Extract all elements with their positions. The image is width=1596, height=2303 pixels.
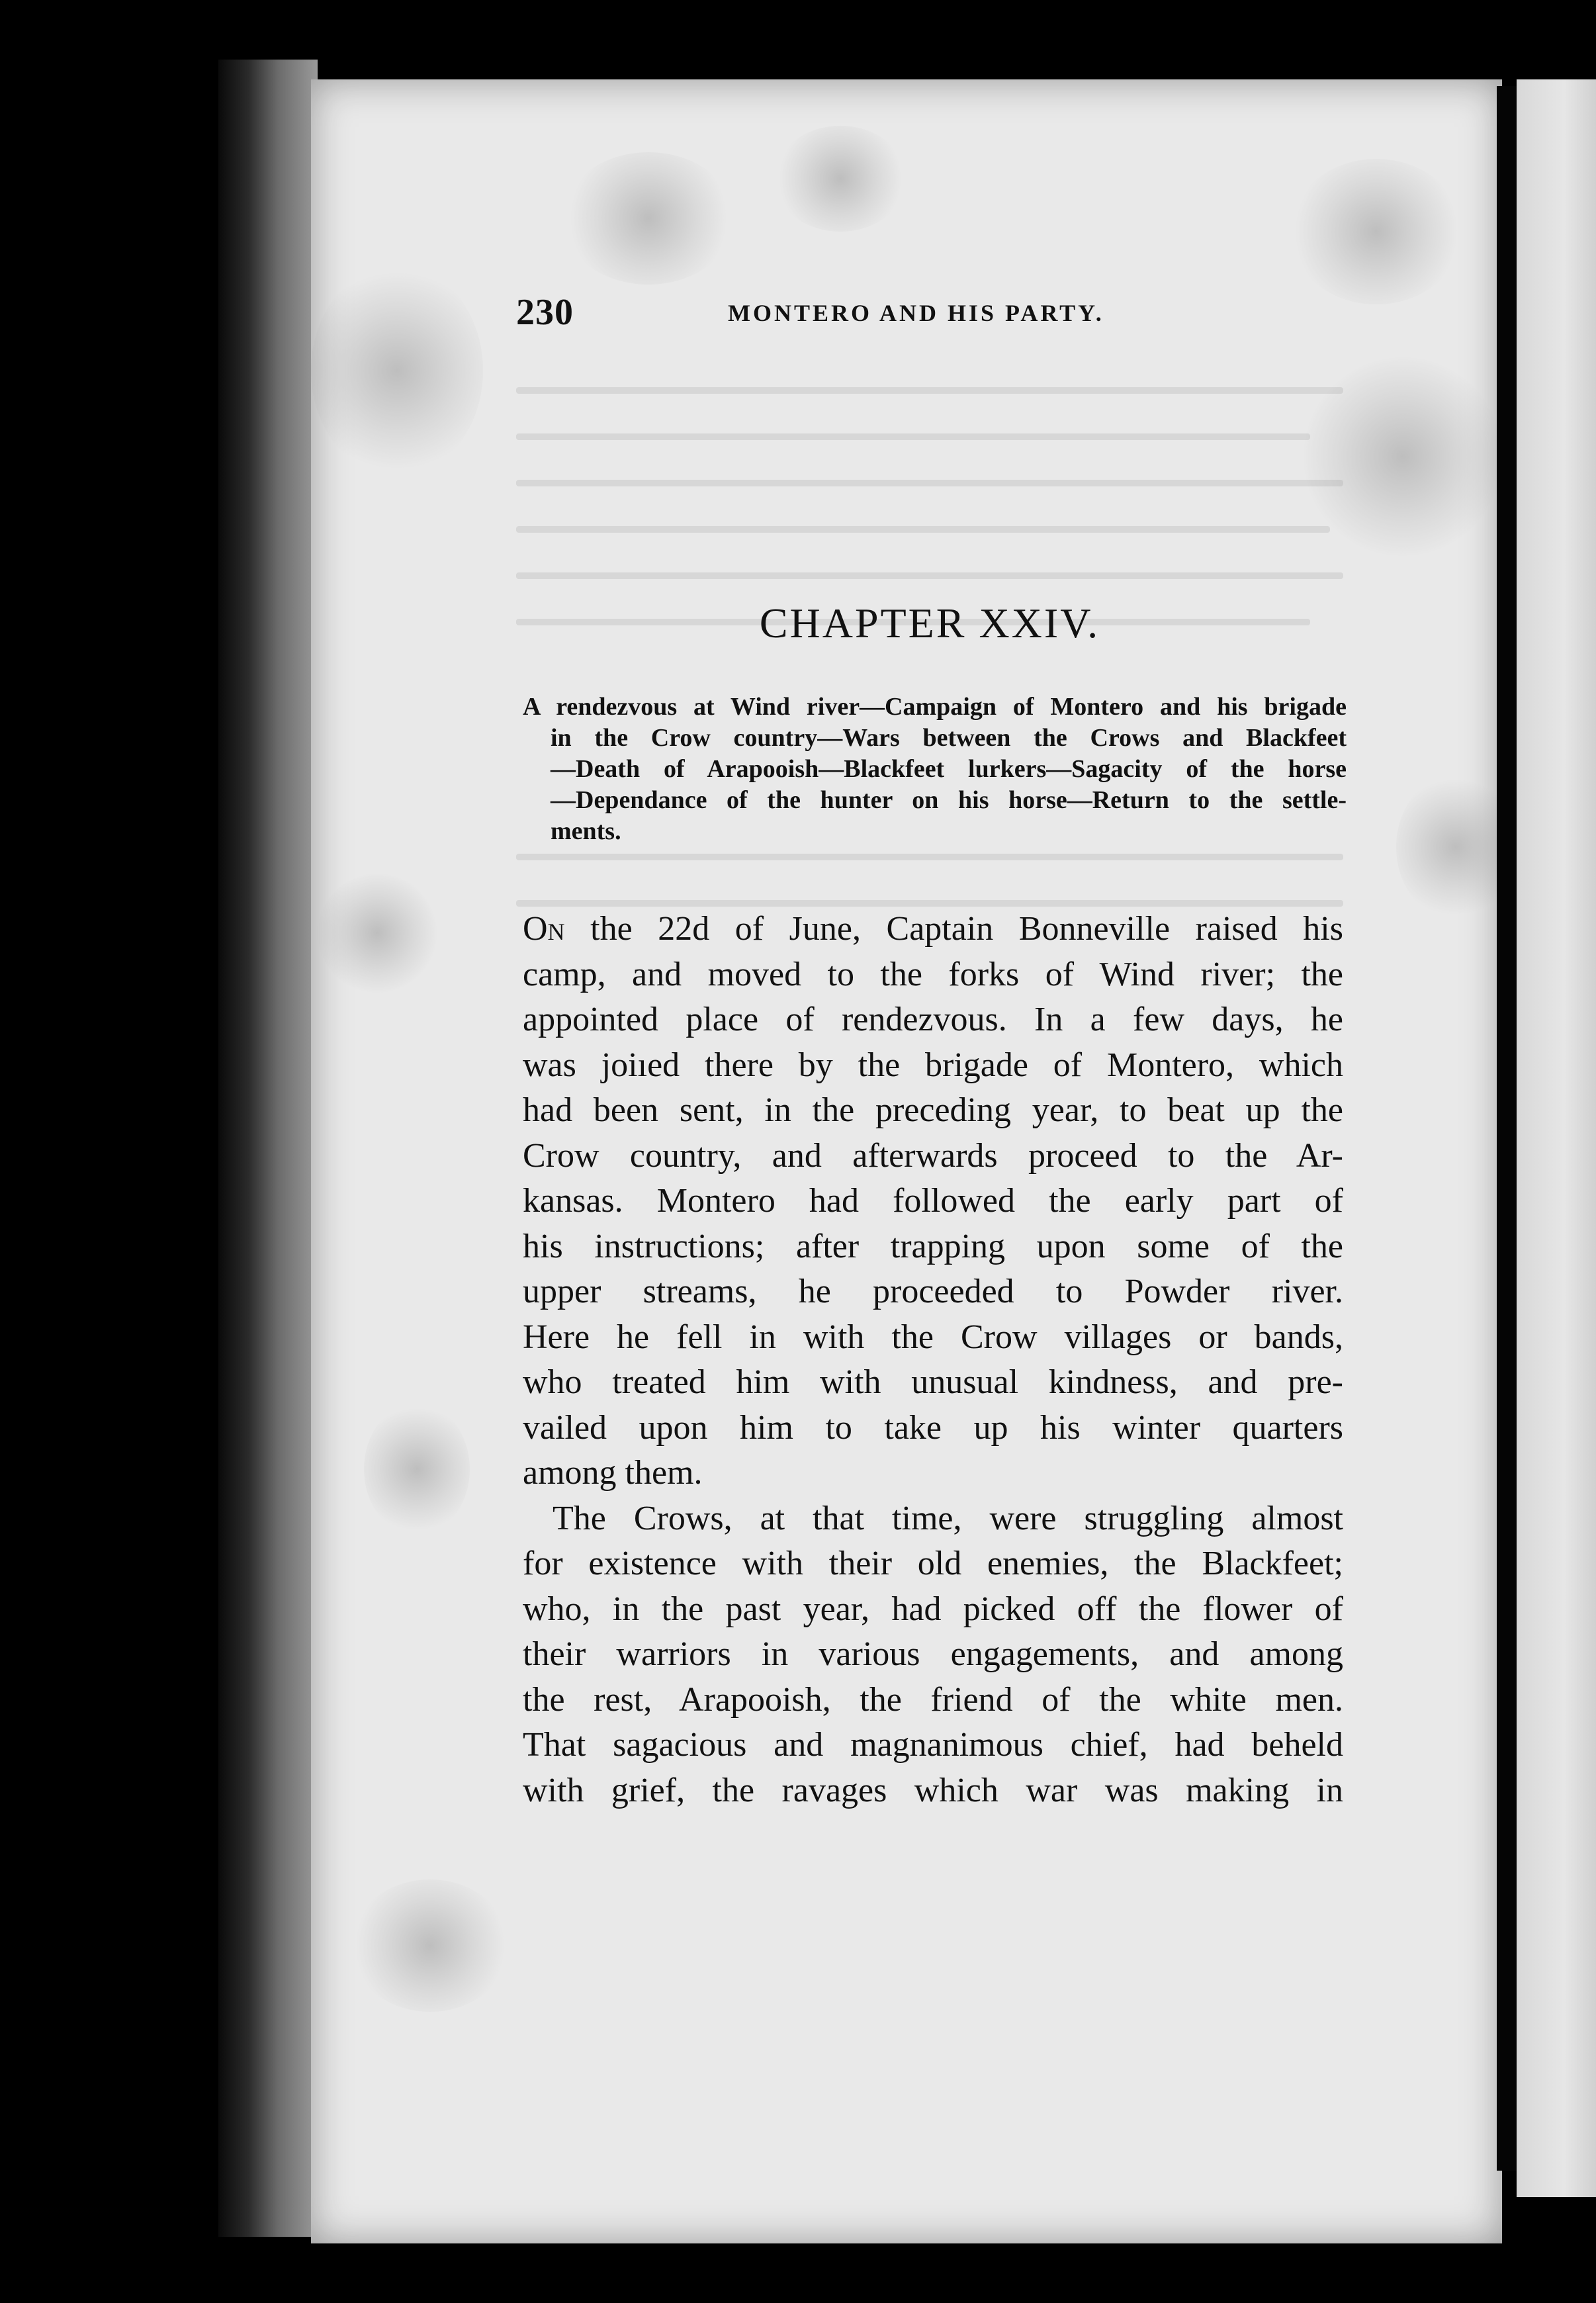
synopsis-line: —Dependance of the hunter on his horse—Return to the settle-: [551, 786, 1347, 814]
foxing-stain: [318, 874, 437, 993]
foxing-stain: [311, 265, 483, 476]
running-title: MONTERO AND HIS PARTY.: [728, 300, 1104, 326]
body-line: the rest, Arapooish, the friend of the white men.: [523, 1680, 1343, 1719]
body-line: had been sent, in the preceding year, to beat up the: [523, 1091, 1343, 1129]
body-line: Crow country, and afterwards proceed to the Ar-: [523, 1136, 1343, 1175]
body-line: upper streams, he proceeded to Powder river.: [523, 1273, 1343, 1310]
foxing-stain: [562, 152, 734, 285]
body-line: camp, and moved to the forks of Wind river; the: [523, 955, 1343, 993]
body-line: That sagacious and magnanimous chief, had beheld: [523, 1726, 1343, 1764]
synopsis-line: A rendezvous at Wind river—Campaign of Montero and his brigade: [523, 693, 1347, 721]
foxing-stain: [774, 126, 907, 232]
body-line: vailed upon him to take up his winter quarters: [523, 1408, 1343, 1447]
body-line: appointed place of rendezvous. In a few days, he: [523, 1001, 1343, 1038]
foxing-stain: [364, 1403, 470, 1535]
body-line: Here he fell in with the Crow villages or bands,: [523, 1318, 1343, 1356]
synopsis-line: ments.: [551, 817, 621, 845]
body-line: their warriors in various engagements, and among: [523, 1635, 1343, 1673]
body-line-text: the 22d of June, Captain Bonneville raised his: [590, 910, 1343, 948]
page-number: 230: [516, 292, 574, 333]
show-through: [516, 900, 1343, 907]
facing-page-edge: [1517, 79, 1596, 2197]
body-line: with grief, the ravages which war was making in: [523, 1771, 1343, 1809]
page-edge-shadow: [218, 60, 318, 2237]
show-through: [516, 433, 1310, 440]
body-line: The Crows, at that time, were struggling almost: [553, 1499, 1343, 1537]
body-line: who, in the past year, had picked off the flower of: [523, 1590, 1343, 1628]
body-line: who treated him with unusual kindness, and pre-: [523, 1363, 1343, 1401]
running-head: [516, 291, 1343, 338]
show-through: [516, 480, 1343, 486]
body-line: kansas. Montero had followed the early part of: [523, 1182, 1343, 1220]
body-line: among them.: [523, 1454, 703, 1492]
body-line: for existence with their old enemies, the Blackfeet;: [523, 1545, 1343, 1582]
chapter-heading: CHAPTER XXIV.: [759, 600, 1100, 647]
foxing-stain: [1290, 159, 1462, 304]
synopsis-line: —Death of Arapooish—Blackfeet lurkers—Sagacity of the horse: [551, 755, 1347, 783]
show-through: [516, 526, 1330, 533]
foxing-stain: [351, 1879, 510, 2012]
body-line: his instructions; after trapping upon some of the: [523, 1227, 1343, 1265]
chapter-synopsis: [523, 692, 1347, 847]
gutter: [1497, 86, 1517, 2171]
show-through: [516, 572, 1343, 579]
body-line: [523, 907, 1343, 952]
body-text: [523, 907, 1343, 1813]
body-line: was joiıed there by the brigade of Montero, which: [523, 1046, 1343, 1084]
show-through: [516, 854, 1343, 860]
drop-word: On: [523, 910, 565, 948]
show-through: [516, 387, 1343, 394]
synopsis-line: in the Crow country—Wars between the Crows and Blackfeet: [551, 724, 1347, 752]
